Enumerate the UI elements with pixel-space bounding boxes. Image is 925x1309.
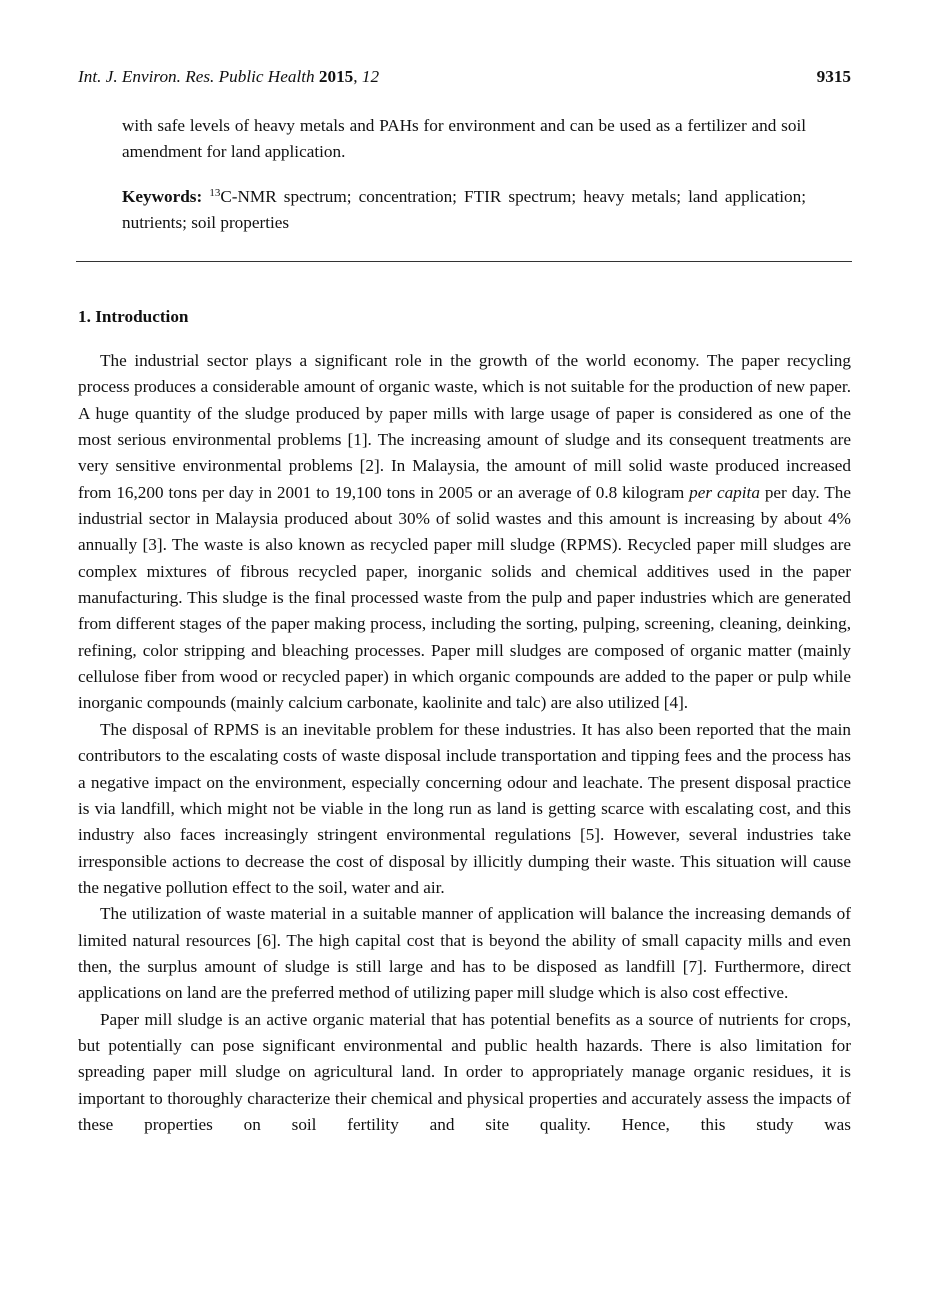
abstract-tail: with safe levels of heavy metals and PAHs for environment and can be used as a fertilizer and soil amendment for land application. xyxy=(122,116,806,162)
journal-name: Int. J. Environ. Res. Public Health xyxy=(78,67,315,86)
page-number: 9315 xyxy=(816,67,851,86)
abstract-block xyxy=(122,113,806,237)
keywords-superscript: 13 xyxy=(209,186,221,199)
paragraph-1 xyxy=(78,348,851,717)
body-text xyxy=(78,348,851,1138)
journal-volume: 12 xyxy=(361,67,380,86)
italic-term: per capita xyxy=(689,482,760,502)
paragraph-1-part-a: The industrial sector plays a significant role in the growth of the world economy. The paper recycling process produces a considerable amount of organic waste, which is not suitable for the production of new paper. A huge quantity of the sludge produced by paper mills with large usage of paper is considered as one of the most serious environmental problems [1]. The increasing amount of sludge and its consequent treatments are very sensitive environmental problems [2]. In Malaysia, the amount of mill solid waste produced increased from 16,200 tons per day in 2001 to 19,100 tons in 2005 or an average of 0.8 kilogram xyxy=(78,351,851,502)
section-heading: 1. Introduction xyxy=(78,307,189,326)
running-header xyxy=(78,66,851,88)
journal-citation xyxy=(78,66,379,88)
paragraph-2: The disposal of RPMS is an inevitable problem for these industries. It has also been reported that the main contributors to the escalating costs of waste disposal include transportation and tipping fees and the process has a negative impact on the environment, especially concerning odour and leachate. The present disposal practice is via landfill, which might not be viable in the long run as land is getting scarce with escalating cost, and this industry also faces increasingly stringent environmental regulations [5]. However, several industries take irresponsible actions to decrease the cost of disposal by illicitly dumping their waste. This situation will cause the negative pollution effect to the soil, water and air. xyxy=(78,719,851,897)
citation-separator: , xyxy=(353,67,362,86)
section-divider xyxy=(76,261,852,262)
paragraph-4: Paper mill sludge is an active organic material that has potential benefits as a source of nutrients for crops, but potentially can pose significant environmental and public health hazards. There is also limitation for spreading paper mill sludge on agricultural land. In order to appropriately manage organic residues, it is important to thoroughly characterize their chemical and physical properties and accurately assess the impacts of these properties on soil fertility and site quality. Hence, this study was xyxy=(78,1009,851,1134)
keywords-text: C-NMR spectrum; concentration; FTIR spectrum; heavy metals; land application; nutrients; soil properties xyxy=(122,186,806,233)
keywords-label: Keywords: xyxy=(122,186,203,206)
paragraph-1-part-b: per day. The industrial sector in Malaysia produced about 30% of solid wastes and this amount is increasing by about 4% annually [3]. The waste is also known as recycled paper mill sludge (RPMS). Recycled paper mill sludges are complex mixtures of fibrous recycled paper, inorganic solids and chemical additives used in the paper manufacturing. This sludge is the final processed waste from the pulp and paper industries which are generated from different stages of the paper making process, including the sorting, pulping, screening, cleaning, deinking, refining, color stripping and bleaching processes. Paper mill sludges are composed of organic matter (mainly cellulose fiber from wood or recycled paper) in which organic compounds are added to the paper or pulp while inorganic compounds (mainly calcium carbonate, kaolinite and talc) are also utilized [4]. xyxy=(78,482,852,713)
keywords xyxy=(122,184,806,237)
journal-year: 2015 xyxy=(318,67,354,86)
paragraph-3: The utilization of waste material in a suitable manner of application will balance the increasing demands of limited natural resources [6]. The high capital cost that is beyond the ability of small capacity mills and even then, the surplus amount of sludge is still large and has to be disposed as landfill [7]. Furthermore, direct applications on land are the preferred method of utilizing paper mill sludge which is also cost effective. xyxy=(78,904,851,1003)
